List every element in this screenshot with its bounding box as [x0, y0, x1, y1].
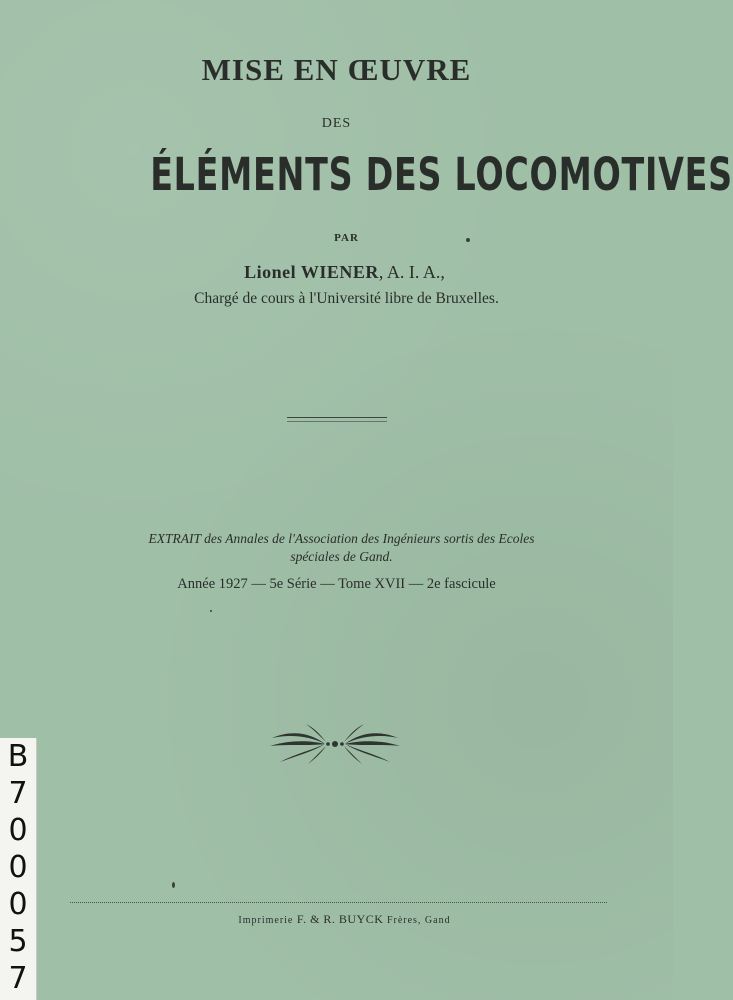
divider-rule-secondary [287, 421, 387, 422]
shelf-label-char: 0 [8, 887, 28, 922]
paper-speck [210, 610, 212, 612]
year-line: Année 1927 — 5e Série — Tome XVII — 2e fascicule [177, 576, 496, 592]
divider-rule [287, 417, 387, 418]
printer-suffix: Frères, Gand [386, 915, 451, 926]
paper-speck [172, 882, 175, 888]
printer-name: F. & R. BUYCK [296, 912, 384, 926]
extract-note [5, 530, 678, 566]
shelf-label-char: 0 [8, 813, 28, 848]
extract-line-2: spéciales de Gand. [290, 549, 393, 564]
title-line-1: MISE EN ŒUVRE [201, 52, 472, 87]
extract-line-1: EXTRAIT des Annales de l'Association des Ingénieurs sortis des Ecoles [148, 531, 535, 546]
shelf-label-char: 7 [8, 776, 28, 811]
author-line [8, 262, 681, 283]
author-role: Chargé de cours à l'Université libre de Bruxelles. [194, 290, 499, 307]
shelf-label-char: 0 [8, 850, 28, 885]
title-line-2: DES [321, 116, 352, 131]
par-label: PAR [334, 232, 359, 244]
author-suffix: , A. I. A., [378, 262, 445, 282]
shelf-label-char: B [7, 739, 29, 774]
printer-prefix: Imprimerie [238, 915, 294, 926]
paper-speck [466, 238, 470, 242]
author-name: Lionel WIENER [244, 262, 379, 282]
ornament-icon [270, 722, 400, 766]
shelf-label-char: 7 [8, 961, 28, 996]
printer-line [8, 912, 681, 927]
footer-dotted-rule [70, 902, 607, 903]
title-line-3: ÉLÉMENTS DES LOCOMOTIVES [150, 148, 733, 201]
shelf-label-char: 5 [8, 924, 28, 959]
shelf-label [0, 738, 37, 1000]
